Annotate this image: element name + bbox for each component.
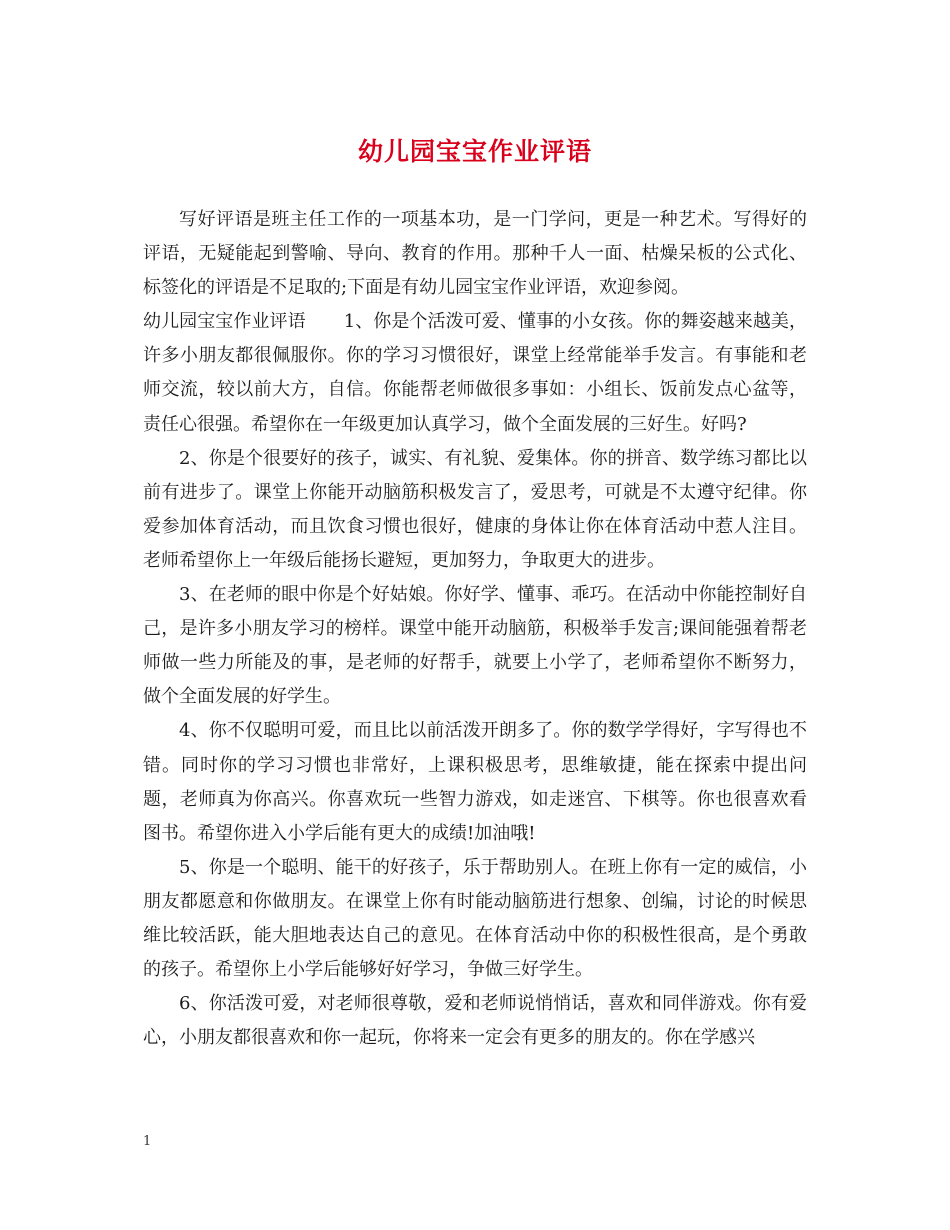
document-body [143,203,807,1055]
page-number: 1 [143,1134,152,1149]
comment-paragraph-5: 5、你是一个聪明、能干的好孩子，乐于帮助别人。在班上你有一定的威信，小朋友都愿意和你做朋友。在课堂上你有时能动脑筋进行想象、创编，讨论的时候思维比较活跃，能大胆地表达自己的意见。在体育活动中你的积极性很高，是个勇敢的孩子。希望你上小学后能够好好学习，争做三好学生。 [143,856,807,981]
lead-label: 幼儿园宝宝作业评语 [143,311,306,333]
document-title: 幼儿园宝宝作业评语 [357,137,592,166]
comment-paragraph-2: 2、你是个很要好的孩子，诚实、有礼貌、爱集体。你的拼音、数学练习都比以前有进步了。课堂上你能开动脑筋积极发言了，爱思考，可就是不太遵守纪律。你爱参加体育活动，而且饮食习惯也很好，健康的身体让你在体育活动中惹人注目。老师希望你上一年级后能扬长避短，更加努力，争取更大的进步。 [143,447,807,571]
comment-paragraph-1 [143,305,807,441]
comment-paragraph-4: 4、你不仅聪明可爱，而且比以前活泼开朗多了。你的数学学得好，字写得也不错。同时你的学习习惯也非常好，上课积极思考，思维敏捷，能在探索中提出问题，老师真为你高兴。你喜欢玩一些智力游戏，如走迷宫、下棋等。你也很喜欢看图书。希望你进入小学后能有更大的成绩!加油哦! [143,720,807,844]
comment-text-1: 1、你是个活泼可爱、懂事的小女孩。你的舞姿越来越美，许多小朋友都很佩服你。你的学习习惯很好，课堂上经常能举手发言。有事能和老师交流，较以前大方，自信。你能帮老师做很多事如：小组长、饭前发点心盆等，责任心很强。希望你在一年级更加认真学习，做个全面发展的三好生。好吗? [143,311,808,435]
comment-paragraph-3: 3、在老师的眼中你是个好姑娘。你好学、懂事、乖巧。在活动中你能控制好自己，是许多小朋友学习的榜样。课堂中能开动脑筋，积极举手发言;课间能强着帮老师做一些力所能及的事，是老师的好帮手，就要上小学了，老师希望你不断努力，做个全面发展的好学生。 [143,584,807,708]
comment-paragraph-6: 6、你活泼可爱，对老师很尊敬，爱和老师说悄悄话，喜欢和同伴游戏。你有爱心，小朋友都很喜欢和你一起玩，你将来一定会有更多的朋友的。你在学感兴 [143,993,807,1049]
intro-paragraph: 写好评语是班主任工作的一项基本功，是一门学问，更是一种艺术。写得好的评语，无疑能起到警喻、导向、教育的作用。那种千人一面、枯燥呆板的公式化、标签化的评语是不足取的;下面是有幼儿园宝宝作业评语，欢迎参阅。 [143,209,807,299]
